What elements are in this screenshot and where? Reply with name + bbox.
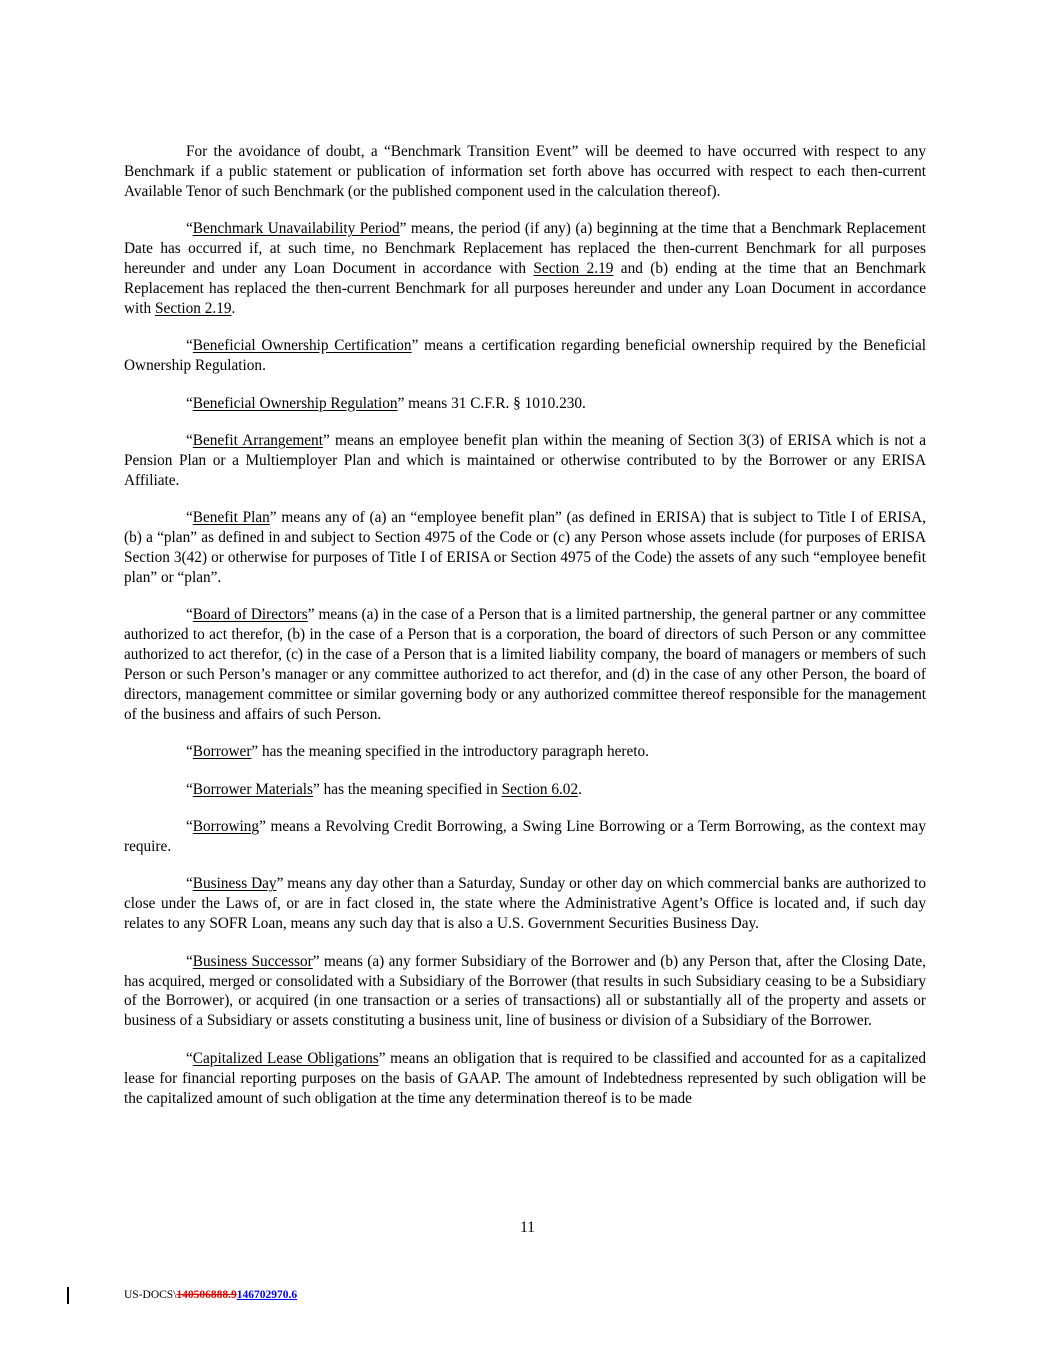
footer-prefix: US-DOCS\ bbox=[124, 1289, 177, 1301]
defined-term: Capitalized Lease Obligations bbox=[192, 1049, 379, 1067]
definition-business-successor: “Business Successor” means (a) any former Subsidiary of the Borrower and (b) any Person that, after the Closing Date, has acquired, merged or consolidated with a Subsidiary of the Borrower (that results in such Subsidiary ceasing to be a Subsidiary of the Borrower), or acquired (in one transaction or a series of transactions) all or substantially all of the property and assets or business of a Subsidiary or assets constituting a business unit, line of business or division of a Subsidiary of the Borrower. bbox=[124, 952, 926, 1030]
defined-term: Beneficial Ownership Certification bbox=[192, 337, 412, 355]
defined-term: Business Successor bbox=[192, 952, 313, 970]
document-id-footer bbox=[124, 1289, 297, 1301]
definition-beneficial-ownership-certification: “Beneficial Ownership Certification” means a certification regarding beneficial ownership required by the Beneficial Ownership Regulation. bbox=[124, 337, 926, 375]
definition-board-of-directors: “Board of Directors” means (a) in the case of a Person that is a limited partnership, the general partner or any committee authorized to act therefor, (b) in the case of a Person that is a corporation, the board of directors of such Person or any committee authorized to act therefor, (c) in the case of a Person that is a limited liability company, the board of managers or members of such Person or such Person’s manager or any committee authorized to act therefor, and (d) in the case of any other Person, the board of directors, management committee or similar governing body or any authorized committee thereof responsible for the management of the business and affairs of such Person. bbox=[124, 606, 926, 723]
definition-beneficial-ownership-regulation: “Beneficial Ownership Regulation” means 31 C.F.R. § 1010.230. bbox=[186, 394, 586, 412]
defined-term: Board of Directors bbox=[192, 606, 308, 624]
definition-capitalized-lease-obligations: “Capitalized Lease Obligations” means an obligation that is required to be classified and accounted for as a capitalized lease for financial reporting purposes on the basis of GAAP. The amount of Indebtedness represented by such obligation will be the capitalized amount of such obligation at the time any determination thereof is to be made bbox=[124, 1049, 927, 1107]
section-reference: Section 2.19 bbox=[155, 299, 232, 317]
section-reference: Section 6.02 bbox=[501, 780, 579, 798]
defined-term: Benefit Plan bbox=[192, 509, 270, 527]
section-reference: Section 2.19 bbox=[533, 260, 614, 278]
defined-term: Borrowing bbox=[192, 818, 260, 836]
definition-borrower-materials: “Borrower Materials” has the meaning specified in Section 6.02. bbox=[186, 780, 582, 798]
document-body bbox=[124, 142, 926, 1126]
definition-borrowing: “Borrowing” means a Revolving Credit Borrowing, a Swing Line Borrowing or a Term Borrowing, as the context may require. bbox=[124, 818, 926, 855]
definition-business-day: “Business Day” means any day other than a Saturday, Sunday or other day on which commercial banks are authorized to close under the Laws of, or are in fact closed in, the state where the Administrative Agent’s Office is located and, if such day relates to any SOFR Loan, means any such day that is also a U.S. Government Securities Business Day. bbox=[124, 875, 926, 933]
definition-benefit-arrangement: “Benefit Arrangement” means an employee benefit plan within the meaning of Section 3(3) of ERISA which is not a Pension Plan or a Multiemployer Plan and which is maintained or otherwise contributed to by the Borrower or any ERISA Affiliate. bbox=[124, 431, 927, 489]
definition-benchmark-unavailability-period: “Benchmark Unavailability Period” means, the period (if any) (a) beginning at the time that a Benchmark Replacement Date has occurred if, at such time, no Benchmark Replacement has replaced the then-current Benchmark for all purposes hereunder and under any Loan Document in accordance with Section 2.19 and (b) ending at the time that an Benchmark Replacement has replaced the then-current Benchmark for all purposes hereunder and under any Loan Document in accordance with Section 2.19. bbox=[124, 220, 926, 317]
paragraph-avoidance-of-doubt: For the avoidance of doubt, a “Benchmark Transition Event” will be deemed to have occurred with respect to any Benchmark if a public statement or publication of information set forth above has occurred with respect to each then-current Available Tenor of such Benchmark (or the published component used in the calculation thereof). bbox=[124, 143, 926, 200]
defined-term: Business Day bbox=[192, 875, 277, 893]
defined-term: Beneficial Ownership Regulation bbox=[192, 394, 398, 412]
inserted-document-id: 146702970.6 bbox=[236, 1289, 298, 1301]
revision-change-bar bbox=[67, 1287, 69, 1304]
defined-term: Benchmark Unavailability Period bbox=[192, 220, 400, 238]
definition-borrower: “Borrower” has the meaning specified in the introductory paragraph hereto. bbox=[186, 743, 649, 761]
deleted-document-id: 140506888.9 bbox=[176, 1289, 237, 1301]
definition-benefit-plan: “Benefit Plan” means any of (a) an “employee benefit plan” (as defined in ERISA) that is subject to Title I of ERISA, (b) a “plan” as defined in and subject to Section 4975 of the Code or (c) any Person whose assets include (for purposes of ERISA Section 3(42) or otherwise for purposes of Title I of ERISA or Section 4975 of the Code) the assets of any such “employee benefit plan” or “plan”. bbox=[124, 509, 926, 586]
page-number: 11 bbox=[520, 1219, 535, 1236]
defined-term: Benefit Arrangement bbox=[192, 431, 323, 449]
defined-term: Borrower Materials bbox=[192, 780, 314, 798]
defined-term: Borrower bbox=[192, 743, 252, 761]
